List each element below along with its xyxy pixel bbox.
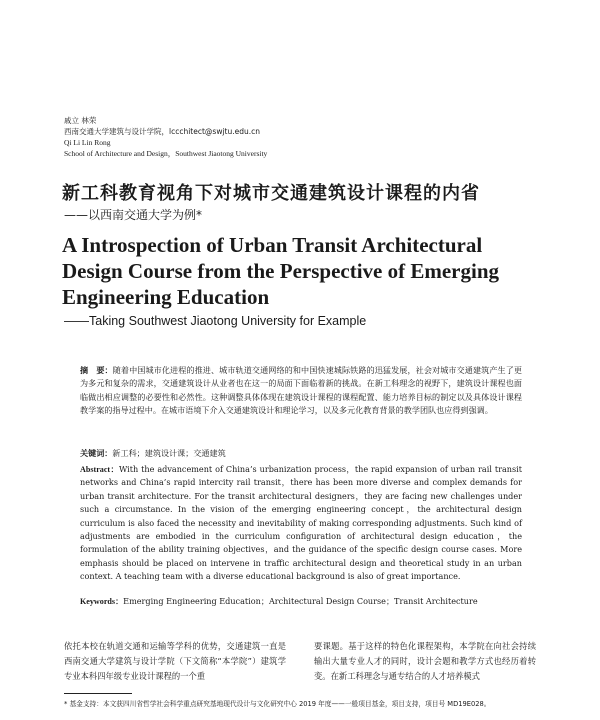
- keywords-cn: [80, 447, 522, 460]
- abstract-en: [80, 463, 522, 584]
- abstract-en-text: With the advancement of China’s urbanization process，the rapid expansion of urban rail transit networks and China’s rapid intercity rail transit，there has been more diverse and complex demands for urban transit architecture. For the transit architectural designers，they are facing new challenges under such a circumstance. In the vision of the emerging engineering concept，the architectural design curriculum is also faced the necessity and inevitability of making corresponding adjustments. Such kind of adjustments are embodied in the curriculum configuration of architectural design education，the formulation of the ability training objectives，and the guidance of the specific design course cases. More emphasis should be placed on intervene in traffic architectural design and theoretical study in an urban context. A teaching team with a diverse educational background is also of great importance.: [80, 464, 522, 582]
- abstract-cn: [80, 364, 522, 418]
- title-en-line1: A Introspection of Urban Transit Architectural: [62, 233, 483, 257]
- title-en-line2: Design Course from the Perspective of Emerging: [62, 259, 500, 283]
- title-cn: 新工科教育视角下对城市交通建筑设计课程的内省: [62, 183, 480, 204]
- keywords-cn-label: 关键词：: [80, 448, 113, 458]
- abstract-cn-label: 摘 要：: [80, 365, 113, 375]
- keywords-cn-text: 新工科；建筑设计课；交通建筑: [112, 448, 226, 458]
- author-affiliation-en: School of Architecture and Design，Southwest Jiaotong University: [64, 149, 268, 158]
- author-block: [64, 115, 544, 159]
- keywords-en: [80, 595, 522, 608]
- abstract-en-label: Abstract：: [80, 465, 119, 474]
- author-affiliation-cn: 西南交通大学建筑与设计学院，lccchitect@swjtu.edu.cn: [64, 127, 261, 136]
- author-names-en: Qi Li Lin Rong: [64, 138, 111, 147]
- subtitle-cn: ——以西南交通大学为例*: [64, 208, 203, 222]
- body-column-left: 依托本校在轨道交通和运输等学科的优势，交通建筑一直是西南交通大学建筑与设计学院（下文简称“本学院”）建筑学专业本科四年级专业设计课程的一个重: [64, 641, 286, 681]
- abstract-cn-text: 随着中国城市化进程的推进、城市轨道交通网络的和中国快速城际铁路的迅猛发展，社会对城市交通建筑产生了更为多元和复杂的需求，交通建筑设计从业者也在这一的局面下面临着新的挑战。在新工科理念的视野下，建筑设计课程也面临做出相应调整的必要性和必然性。这种调整具体体现在建筑设计课程的课程配置、能力培养目标的制定以及具体设计课程教学案的指导过程中。在城市语境下介入交通建筑设计和理论学习，以及多元化教育背景的教学团队也应得到强调。: [80, 365, 522, 416]
- author-names-cn: 戚立 林荣: [64, 116, 97, 125]
- keywords-en-text: Emerging Engineering Education；Architectural Design Course；Transit Architecture: [123, 596, 478, 606]
- title-en-line3: Engineering Education: [62, 285, 270, 309]
- body-column-right: 要课题。基于这样的特色化课程架构，本学院在向社会持续输出大量专业人才的同时，设计会题和教学方式也经历着转变。在新工科理念与通专结合的人才培养模式: [314, 641, 536, 681]
- footnote-rule: [64, 693, 132, 694]
- subtitle-en: ——Taking Southwest Jiaotong University for Example: [64, 314, 367, 328]
- title-en: [62, 232, 582, 310]
- footnote: * 基金支持：本文获四川省哲学社会科学重点研究基地现代设计与文化研究中心 2019 年度——一般项目基金，项目支持，项目号 MD19E028。: [64, 700, 491, 708]
- keywords-en-label: Keywords：: [80, 597, 124, 606]
